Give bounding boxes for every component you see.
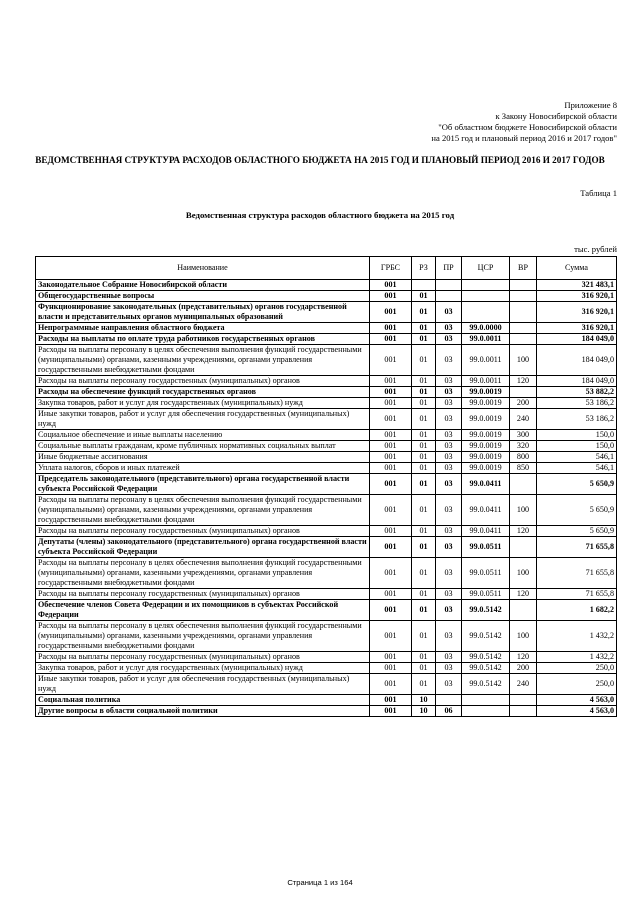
cell-name: Депутаты (члены) законодательного (представительного) органа государственной власти субъекта Российской Федерации	[36, 537, 370, 558]
document-title: ВЕДОМСТВЕННАЯ СТРУКТУРА РАСХОДОВ ОБЛАСТНОГО БЮДЖЕТА НА 2015 ГОД И ПЛАНОВЫЙ ПЕРИОД 2016 И 2017 ГОДОВ	[35, 155, 605, 165]
page-footer: Страница 1 из 164	[287, 878, 353, 887]
cell-rz: 01	[412, 589, 436, 600]
column-header-grbs: ГРБС	[370, 257, 412, 280]
cell-sum: 184 049,0	[537, 345, 617, 376]
table-row	[36, 323, 617, 334]
cell-rz: 01	[412, 376, 436, 387]
appendix-line: к Закону Новосибирской области	[495, 111, 617, 121]
cell-pr: 03	[436, 526, 462, 537]
cell-vr	[510, 706, 537, 717]
cell-rz: 01	[412, 430, 436, 441]
cell-csr: 99.0.0019	[462, 409, 510, 430]
cell-rz: 01	[412, 495, 436, 526]
cell-grbs: 001	[370, 430, 412, 441]
cell-name: Председатель законодательного (представительного) органа государственной власти субъекта Российской Федерации	[36, 474, 370, 495]
cell-pr: 03	[436, 652, 462, 663]
table-row	[36, 430, 617, 441]
cell-pr	[436, 291, 462, 302]
table-row	[36, 345, 617, 376]
cell-grbs: 001	[370, 558, 412, 589]
cell-sum: 321 483,1	[537, 280, 617, 291]
table-row	[36, 663, 617, 674]
cell-sum: 4 563,0	[537, 706, 617, 717]
cell-vr	[510, 695, 537, 706]
cell-rz: 01	[412, 600, 436, 621]
cell-grbs: 001	[370, 474, 412, 495]
cell-vr	[510, 537, 537, 558]
cell-pr: 03	[436, 589, 462, 600]
appendix-line: Приложение 8	[564, 100, 617, 110]
cell-csr: 99.0.0411	[462, 495, 510, 526]
cell-csr: 99.0.5142	[462, 621, 510, 652]
appendix-line: на 2015 год и плановый период 2016 и 2017 годов"	[431, 133, 617, 143]
cell-grbs: 001	[370, 409, 412, 430]
cell-name: Расходы на выплаты по оплате труда работников государственных органов	[36, 334, 370, 345]
cell-grbs: 001	[370, 706, 412, 717]
cell-pr: 03	[436, 495, 462, 526]
cell-csr: 99.0.0511	[462, 558, 510, 589]
cell-rz: 10	[412, 695, 436, 706]
table-row	[36, 387, 617, 398]
cell-pr: 03	[436, 334, 462, 345]
cell-sum: 53 186,2	[537, 409, 617, 430]
cell-grbs: 001	[370, 280, 412, 291]
cell-pr: 03	[436, 376, 462, 387]
cell-pr	[436, 280, 462, 291]
cell-grbs: 001	[370, 589, 412, 600]
cell-name: Иные закупки товаров, работ и услуг для обеспечения государственных (муниципальных) нужд	[36, 674, 370, 695]
cell-vr: 100	[510, 621, 537, 652]
cell-csr	[462, 291, 510, 302]
cell-rz: 01	[412, 652, 436, 663]
cell-pr: 03	[436, 323, 462, 334]
cell-grbs: 001	[370, 463, 412, 474]
cell-vr: 120	[510, 376, 537, 387]
column-header-csr: ЦСР	[462, 257, 510, 280]
table-label: Таблица 1	[580, 188, 617, 198]
cell-rz	[412, 280, 436, 291]
cell-rz: 01	[412, 334, 436, 345]
cell-name: Иные закупки товаров, работ и услуг для обеспечения государственных (муниципальных) нужд	[36, 409, 370, 430]
cell-vr	[510, 334, 537, 345]
cell-vr: 240	[510, 409, 537, 430]
cell-grbs: 001	[370, 387, 412, 398]
cell-sum: 184 049,0	[537, 334, 617, 345]
cell-csr: 99.0.0011	[462, 345, 510, 376]
cell-vr: 100	[510, 345, 537, 376]
cell-rz: 01	[412, 441, 436, 452]
cell-rz: 01	[412, 537, 436, 558]
cell-vr	[510, 474, 537, 495]
cell-grbs: 001	[370, 526, 412, 537]
cell-sum: 1 432,2	[537, 621, 617, 652]
cell-sum: 546,1	[537, 463, 617, 474]
cell-csr: 99.0.0019	[462, 452, 510, 463]
cell-vr: 120	[510, 652, 537, 663]
cell-csr: 99.0.0511	[462, 589, 510, 600]
table-row	[36, 652, 617, 663]
cell-sum: 250,0	[537, 674, 617, 695]
cell-sum: 184 049,0	[537, 376, 617, 387]
cell-pr: 03	[436, 674, 462, 695]
cell-name: Расходы на выплаты персоналу государственных (муниципальных) органов	[36, 589, 370, 600]
cell-csr: 99.0.0511	[462, 537, 510, 558]
cell-pr: 03	[436, 398, 462, 409]
table-row	[36, 621, 617, 652]
cell-csr	[462, 280, 510, 291]
cell-csr: 99.0.5142	[462, 663, 510, 674]
cell-vr: 120	[510, 526, 537, 537]
cell-pr: 03	[436, 600, 462, 621]
cell-rz: 01	[412, 474, 436, 495]
cell-pr: 03	[436, 441, 462, 452]
cell-name: Общегосударственные вопросы	[36, 291, 370, 302]
cell-pr: 03	[436, 302, 462, 323]
table-row	[36, 334, 617, 345]
cell-rz: 01	[412, 621, 436, 652]
cell-name: Иные бюджетные ассигнования	[36, 452, 370, 463]
cell-grbs: 001	[370, 663, 412, 674]
cell-csr: 99.0.5142	[462, 674, 510, 695]
cell-vr: 800	[510, 452, 537, 463]
table-row	[36, 452, 617, 463]
cell-name: Расходы на выплаты персоналу государственных (муниципальных) органов	[36, 526, 370, 537]
cell-sum: 5 650,9	[537, 495, 617, 526]
cell-vr	[510, 302, 537, 323]
cell-rz: 01	[412, 345, 436, 376]
cell-sum: 150,0	[537, 441, 617, 452]
cell-pr: 06	[436, 706, 462, 717]
cell-pr: 03	[436, 558, 462, 589]
table-row	[36, 706, 617, 717]
cell-rz: 01	[412, 302, 436, 323]
cell-pr: 03	[436, 345, 462, 376]
cell-grbs: 001	[370, 441, 412, 452]
cell-pr: 03	[436, 452, 462, 463]
cell-name: Расходы на выплаты персоналу в целях обеспечения выполнения функций государственными (муниципальными) органами, казенными учреждениями, органами управления государственными внебюджетными фондами	[36, 558, 370, 589]
cell-csr: 99.0.0411	[462, 526, 510, 537]
appendix-header	[431, 100, 617, 144]
cell-csr	[462, 706, 510, 717]
table-row	[36, 280, 617, 291]
cell-vr: 120	[510, 589, 537, 600]
cell-pr: 03	[436, 537, 462, 558]
cell-grbs: 001	[370, 452, 412, 463]
table-row	[36, 495, 617, 526]
cell-pr: 03	[436, 463, 462, 474]
cell-rz: 01	[412, 452, 436, 463]
cell-grbs: 001	[370, 695, 412, 706]
appendix-line: "Об областном бюджете Новосибирской области	[438, 122, 617, 132]
cell-pr: 03	[436, 430, 462, 441]
table-row	[36, 302, 617, 323]
cell-csr: 99.0.0011	[462, 334, 510, 345]
cell-sum: 4 563,0	[537, 695, 617, 706]
cell-rz: 01	[412, 291, 436, 302]
table-row	[36, 463, 617, 474]
cell-sum: 71 655,8	[537, 558, 617, 589]
cell-grbs: 001	[370, 398, 412, 409]
cell-name: Социальное обеспечение и иные выплаты населению	[36, 430, 370, 441]
cell-csr: 99.0.0019	[462, 387, 510, 398]
cell-sum: 1 682,2	[537, 600, 617, 621]
cell-csr: 99.0.5142	[462, 600, 510, 621]
cell-sum: 5 650,9	[537, 526, 617, 537]
cell-vr	[510, 323, 537, 334]
cell-vr: 320	[510, 441, 537, 452]
column-header-sum: Сумма	[537, 257, 617, 280]
cell-csr: 99.0.0011	[462, 376, 510, 387]
column-header-vr: ВР	[510, 257, 537, 280]
cell-vr: 300	[510, 430, 537, 441]
cell-rz: 01	[412, 526, 436, 537]
cell-name: Расходы на выплаты персоналу в целях обеспечения выполнения функций государственными (муниципальными) органами, казенными учреждениями, органами управления государственными внебюджетными фондами	[36, 345, 370, 376]
cell-vr	[510, 291, 537, 302]
cell-grbs: 001	[370, 323, 412, 334]
units-label: тыс. рублей	[574, 244, 617, 254]
table-row	[36, 409, 617, 430]
cell-vr	[510, 387, 537, 398]
cell-grbs: 001	[370, 537, 412, 558]
cell-grbs: 001	[370, 376, 412, 387]
cell-name: Уплата налогов, сборов и иных платежей	[36, 463, 370, 474]
table-row	[36, 558, 617, 589]
cell-name: Расходы на выплаты персоналу в целях обеспечения выполнения функций государственными (муниципальными) органами, казенными учреждениями, органами управления государственными внебюджетными фондами	[36, 621, 370, 652]
cell-rz: 01	[412, 663, 436, 674]
cell-name: Расходы на обеспечение функций государственных органов	[36, 387, 370, 398]
cell-rz: 01	[412, 558, 436, 589]
cell-csr: 99.0.0019	[462, 430, 510, 441]
cell-pr: 03	[436, 387, 462, 398]
cell-sum: 546,1	[537, 452, 617, 463]
table-row	[36, 526, 617, 537]
cell-sum: 1 432,2	[537, 652, 617, 663]
cell-vr: 200	[510, 398, 537, 409]
table-row	[36, 398, 617, 409]
table-row	[36, 537, 617, 558]
cell-sum: 316 920,1	[537, 302, 617, 323]
cell-csr: 99.0.0000	[462, 323, 510, 334]
cell-vr: 100	[510, 558, 537, 589]
cell-pr: 03	[436, 663, 462, 674]
cell-rz: 01	[412, 323, 436, 334]
cell-grbs: 001	[370, 621, 412, 652]
cell-name: Обеспечение членов Совета Федерации и их помощников в субъектах Российской Федерации	[36, 600, 370, 621]
cell-vr: 240	[510, 674, 537, 695]
cell-vr	[510, 280, 537, 291]
cell-grbs: 001	[370, 291, 412, 302]
expenditure-table	[35, 256, 617, 717]
cell-sum: 316 920,1	[537, 291, 617, 302]
cell-name: Социальные выплаты гражданам, кроме публичных нормативных социальных выплат	[36, 441, 370, 452]
cell-rz: 01	[412, 409, 436, 430]
cell-grbs: 001	[370, 674, 412, 695]
table-row	[36, 600, 617, 621]
column-header-rz: РЗ	[412, 257, 436, 280]
cell-sum: 316 920,1	[537, 323, 617, 334]
cell-rz: 01	[412, 674, 436, 695]
table-row	[36, 674, 617, 695]
cell-vr: 850	[510, 463, 537, 474]
cell-grbs: 001	[370, 600, 412, 621]
cell-sum: 150,0	[537, 430, 617, 441]
cell-name: Закупка товаров, работ и услуг для государственных (муниципальных) нужд	[36, 398, 370, 409]
cell-name: Расходы на выплаты персоналу государственных (муниципальных) органов	[36, 652, 370, 663]
cell-csr: 99.0.0019	[462, 463, 510, 474]
cell-sum: 71 655,8	[537, 537, 617, 558]
cell-rz: 01	[412, 398, 436, 409]
cell-name: Законодательное Собрание Новосибирской области	[36, 280, 370, 291]
cell-grbs: 001	[370, 302, 412, 323]
table-row	[36, 376, 617, 387]
cell-sum: 250,0	[537, 663, 617, 674]
cell-grbs: 001	[370, 334, 412, 345]
cell-pr: 03	[436, 621, 462, 652]
cell-grbs: 001	[370, 495, 412, 526]
cell-pr: 03	[436, 409, 462, 430]
cell-pr	[436, 695, 462, 706]
cell-name: Закупка товаров, работ и услуг для государственных (муниципальных) нужд	[36, 663, 370, 674]
cell-csr: 99.0.5142	[462, 652, 510, 663]
cell-rz: 10	[412, 706, 436, 717]
cell-sum: 71 655,8	[537, 589, 617, 600]
table-row	[36, 474, 617, 495]
cell-sum: 53 882,2	[537, 387, 617, 398]
cell-name: Функционирование законодательных (представительных) органов государственной власти и представительных органов муниципальных образований	[36, 302, 370, 323]
cell-csr	[462, 302, 510, 323]
table-header-row	[36, 257, 617, 280]
table-row	[36, 589, 617, 600]
cell-name: Непрограммные направления областного бюджета	[36, 323, 370, 334]
table-row	[36, 291, 617, 302]
table-subtitle: Ведомственная структура расходов областного бюджета на 2015 год	[185, 210, 455, 220]
table-row	[36, 695, 617, 706]
cell-name: Расходы на выплаты персоналу в целях обеспечения выполнения функций государственными (муниципальными) органами, казенными учреждениями, органами управления государственными внебюджетными фондами	[36, 495, 370, 526]
column-header-pr: ПР	[436, 257, 462, 280]
table-row	[36, 441, 617, 452]
cell-csr: 99.0.0411	[462, 474, 510, 495]
cell-vr: 100	[510, 495, 537, 526]
cell-name: Другие вопросы в области социальной политики	[36, 706, 370, 717]
cell-rz: 01	[412, 387, 436, 398]
cell-csr	[462, 695, 510, 706]
cell-name: Расходы на выплаты персоналу государственных (муниципальных) органов	[36, 376, 370, 387]
cell-csr: 99.0.0019	[462, 398, 510, 409]
cell-sum: 5 650,9	[537, 474, 617, 495]
cell-grbs: 001	[370, 345, 412, 376]
cell-sum: 53 186,2	[537, 398, 617, 409]
cell-grbs: 001	[370, 652, 412, 663]
cell-csr: 99.0.0019	[462, 441, 510, 452]
cell-pr: 03	[436, 474, 462, 495]
column-header-name: Наименование	[36, 257, 370, 280]
cell-rz: 01	[412, 463, 436, 474]
cell-vr: 200	[510, 663, 537, 674]
cell-name: Социальная политика	[36, 695, 370, 706]
cell-vr	[510, 600, 537, 621]
